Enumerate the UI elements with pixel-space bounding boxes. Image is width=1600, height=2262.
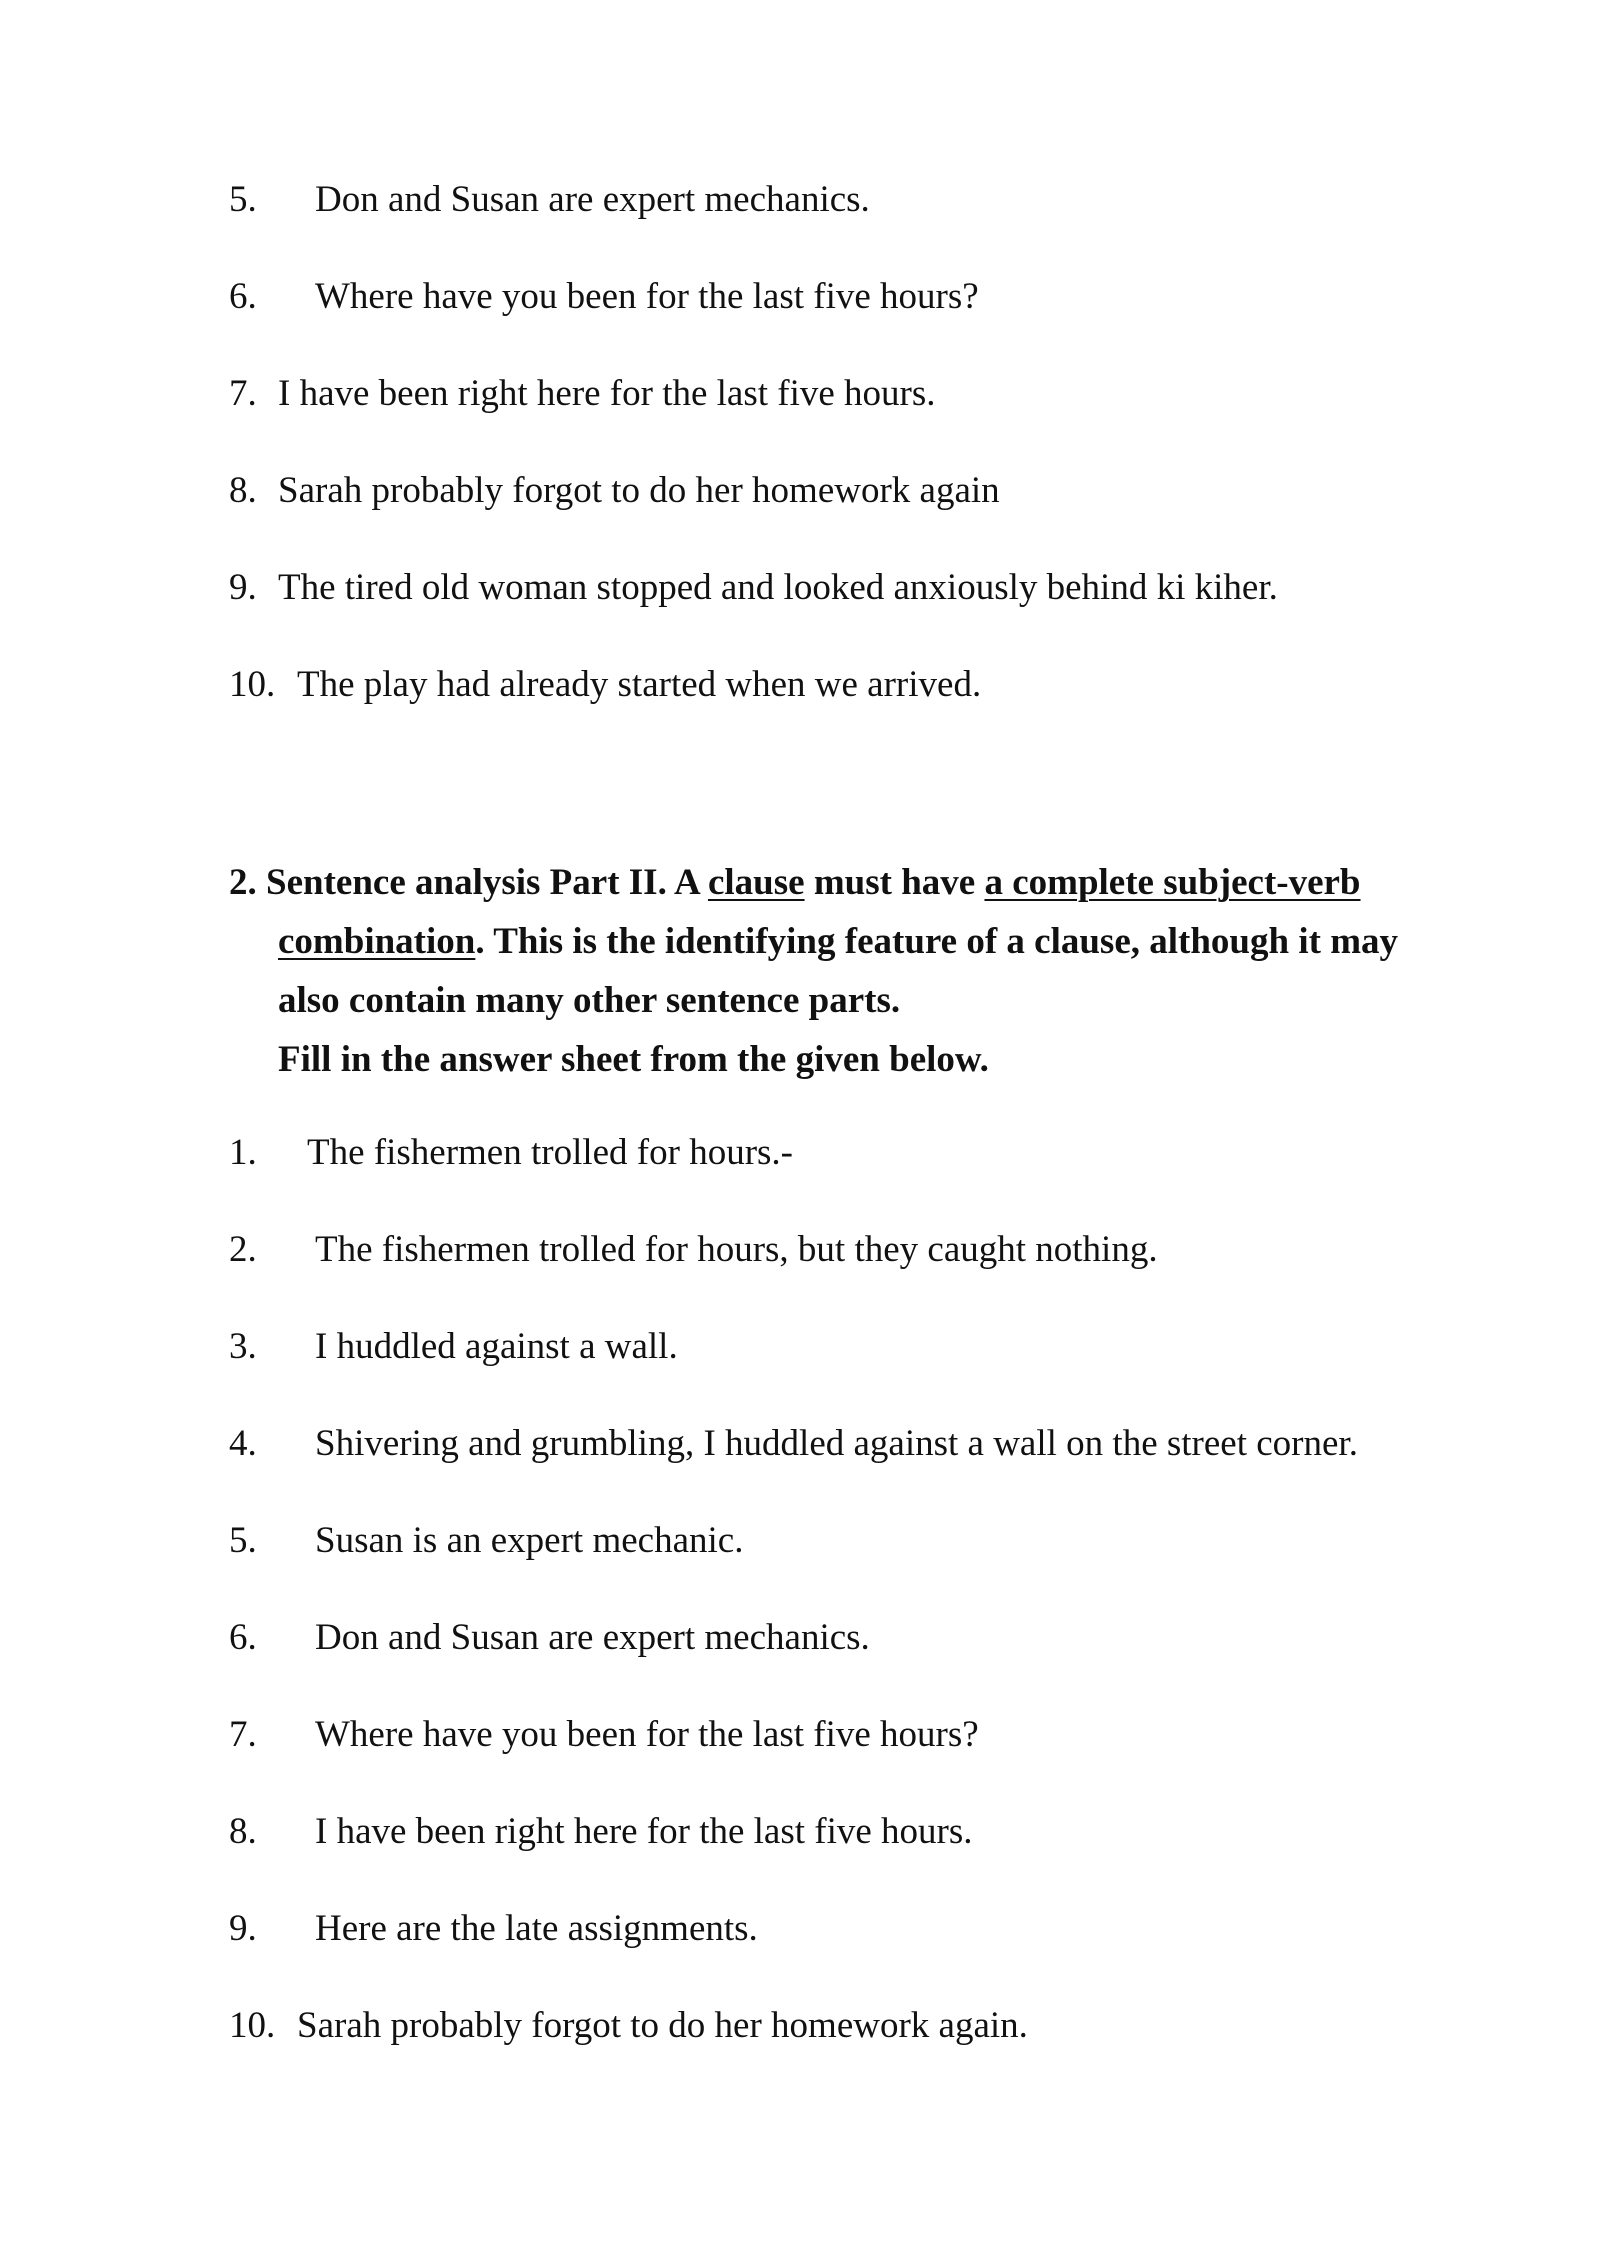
item-text: I have been right here for the last five hours. [315, 1811, 973, 1852]
list-item [229, 1713, 979, 1757]
item-text: Where have you been for the last five hours? [315, 276, 979, 317]
list-item [229, 178, 870, 222]
item-number: 6. [229, 276, 257, 317]
item-number: 5. [229, 179, 257, 220]
item-text: Sarah probably forgot to do her homework again. [297, 2005, 1028, 2046]
subject-verb-term: a complete subject-verb [984, 862, 1361, 903]
item-text: Shivering and grumbling, I huddled against a wall on the street corner. [315, 1423, 1358, 1464]
item-number: 10. [229, 664, 276, 705]
item-number: 7. [229, 1714, 257, 1755]
item-text: The fishermen trolled for hours.- [307, 1132, 793, 1173]
item-number: 9. [229, 1908, 257, 1949]
list-item [229, 1228, 1158, 1272]
item-number: 6. [229, 1617, 257, 1658]
item-number: 7. [229, 373, 257, 414]
item-text: The fishermen trolled for hours, but they caught nothing. [315, 1229, 1158, 1270]
heading-line-1 [229, 853, 1499, 912]
list-item [229, 275, 979, 319]
heading-prefix: 2. Sentence analysis Part II. A [229, 862, 708, 903]
section-heading [229, 853, 1499, 1089]
item-number: 8. [229, 1811, 257, 1852]
list-item [229, 1422, 1358, 1466]
item-number: 1. [229, 1132, 257, 1173]
list-item [229, 566, 1278, 610]
item-text: The tired old woman stopped and looked anxiously behind ki kiher. [278, 567, 1278, 608]
list-item [229, 663, 981, 707]
clause-term: clause [707, 862, 805, 903]
item-text: Don and Susan are expert mechanics. [315, 1617, 870, 1658]
item-text: The play had already started when we arrived. [297, 664, 982, 705]
item-text: Don and Susan are expert mechanics. [315, 179, 870, 220]
item-text: Susan is an expert mechanic. [315, 1520, 744, 1561]
heading-line-2 [229, 912, 1499, 971]
item-number: 4. [229, 1423, 257, 1464]
heading-connector: must have [804, 862, 985, 903]
item-text: I huddled against a wall. [315, 1326, 678, 1367]
list-item [229, 1810, 973, 1854]
item-number: 5. [229, 1520, 257, 1561]
item-text: Where have you been for the last five hours? [315, 1714, 979, 1755]
combination-term: combination [278, 921, 476, 962]
item-number: 9. [229, 567, 257, 608]
list-item [229, 1519, 743, 1563]
heading-line-2-rest: . This is the identifying feature of a clause, although it may [475, 921, 1399, 962]
list-item [229, 372, 936, 416]
heading-instruction: Fill in the answer sheet from the given below. [278, 1039, 989, 1080]
item-text: Sarah probably forgot to do her homework again [278, 470, 1000, 511]
list-item [229, 1616, 870, 1660]
item-text: Here are the late assignments. [315, 1908, 758, 1949]
list-item [229, 469, 1000, 513]
item-number: 10. [229, 2005, 276, 2046]
list-item [229, 1907, 758, 1951]
item-text: I have been right here for the last five hours. [278, 373, 936, 414]
item-number: 3. [229, 1326, 257, 1367]
list-item [229, 1131, 793, 1175]
list-item [229, 2004, 1028, 2048]
list-item [229, 1325, 678, 1369]
item-number: 8. [229, 470, 257, 511]
heading-line-3: also contain many other sentence parts. [278, 980, 901, 1021]
item-number: 2. [229, 1229, 257, 1270]
